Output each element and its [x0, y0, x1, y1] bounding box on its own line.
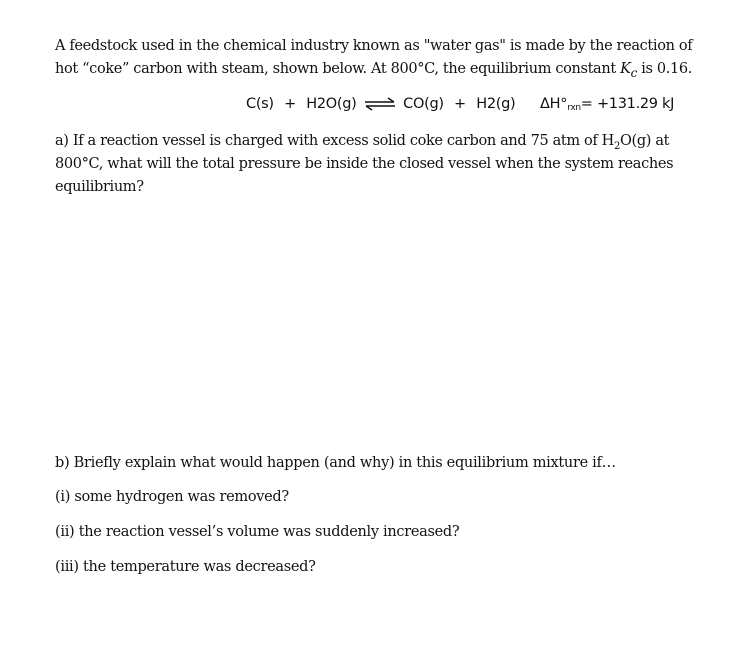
intro-paragraph: [55, 35, 695, 85]
enthalpy-value: = +131.29 kJ: [580, 96, 675, 112]
reaction-enthalpy: [540, 92, 674, 120]
question-b-part-iii: (iii) the temperature was decreased?: [55, 559, 316, 575]
plus-sign: +: [284, 96, 296, 112]
intro-text: A feedstock used in the chemical industry known as "water gas" is made by the reaction of hot “coke” carbon with steam, shown below. At 800°C, the equilibrium constant: [55, 38, 693, 77]
question-a-label: a): [55, 133, 69, 149]
water-formula-subscript: 2: [613, 140, 620, 152]
reaction-equation: [246, 92, 706, 116]
product-hydrogen: H2(g): [476, 96, 516, 112]
question-b-prompt: b) Briefly explain what would happen (and why) in this equilibrium mixture if…: [55, 455, 616, 471]
equilibrium-constant-subscript: c: [630, 65, 637, 80]
equilibrium-arrows-icon: [363, 97, 397, 111]
reactant-water: H2O(g): [306, 96, 357, 112]
equilibrium-constant-symbol: K: [620, 61, 631, 77]
question-b-part-ii: (ii) the reaction vessel’s volume was suddenly increased?: [55, 524, 460, 540]
product-carbon-monoxide: CO(g): [403, 96, 444, 112]
question-a-text: If a reaction vessel is charged with excess solid coke carbon and 75 atm of H: [68, 133, 614, 149]
reactant-carbon: C(s): [246, 96, 274, 112]
question-b-part-i: (i) some hydrogen was removed?: [55, 489, 289, 505]
question-a-text-end: O(g) at 800°C, what will the total pressure be inside the closed vessel when the system reaches equilibrium?: [55, 133, 674, 195]
enthalpy-subscript: rxn: [567, 103, 581, 113]
plus-sign: +: [454, 96, 466, 112]
intro-text-end: is 0.16.: [636, 61, 693, 77]
question-a: [55, 130, 695, 199]
enthalpy-label: ΔH°: [540, 96, 568, 112]
